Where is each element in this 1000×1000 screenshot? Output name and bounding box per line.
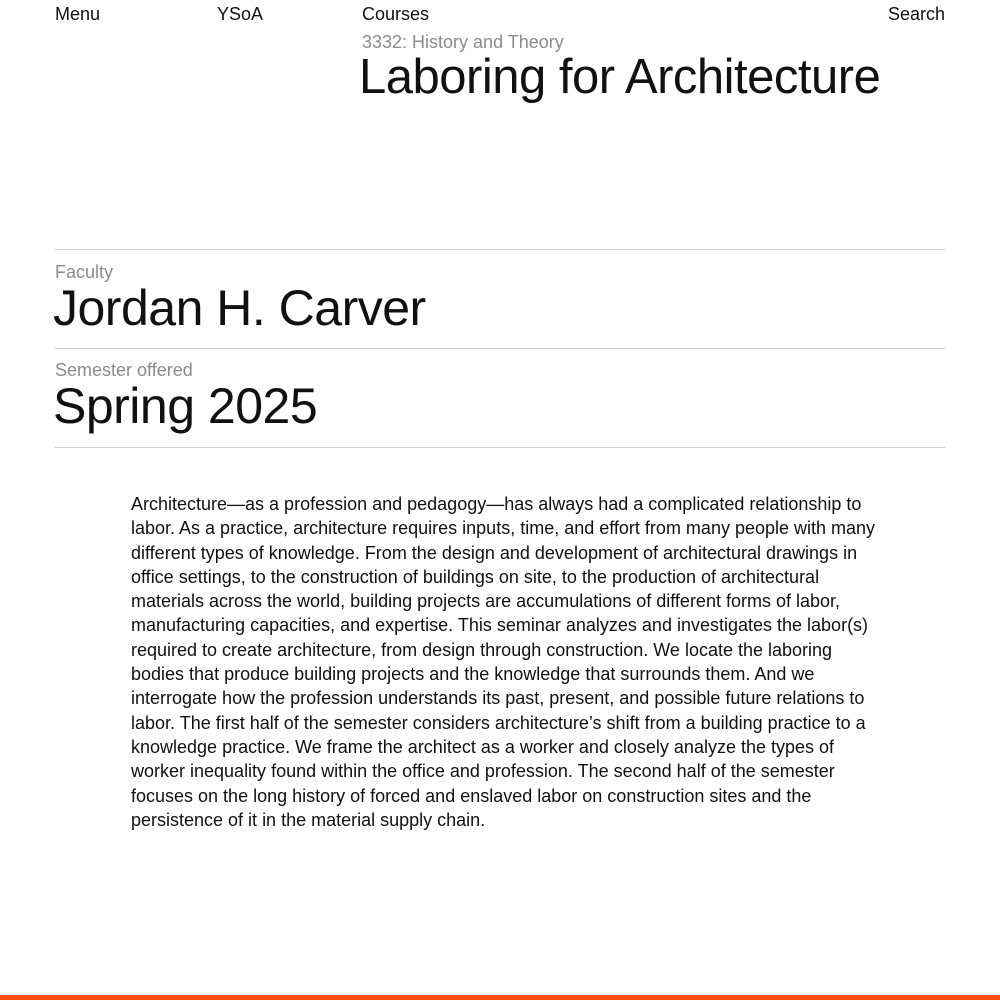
divider [55,348,945,349]
semester-value: Spring 2025 [53,378,318,434]
divider [55,447,945,448]
search-link[interactable]: Search [887,4,945,24]
course-code: 3332: History and Theory [362,32,564,52]
faculty-name: Jordan H. Carver [53,280,426,336]
accent-bottom-bar [0,995,1000,1000]
ysoa-home-link[interactable]: YSoA [217,4,264,24]
course-description: Architecture—as a profession and pedagogy—has always had a complicated relationship to labor. As a practice, architecture requires inputs, time, and effort from many people with many different types of knowledge. From the design and development of architectural drawings in office settings, to the construction of buildings on site, to the production of architectural materials across the world, building projects are accumulations of different forms of labor, manufacturing capacities, and expertise. This seminar analyzes and investigates the labor(s) required to create architecture, from design through construction. We locate the laboring bodies that produce building projects and the knowledge that surrounds them. And we interrogate how the profession understands its past, present, and possible future relations to labor. The first half of the semester considers architecture’s shift from a building practice to a knowledge practice. We frame the architect as a worker and closely analyze the types of worker inequality found within the office and profession. The second half of the semester focuses on the long history of forced and enslaved labor on construction sites and the persistence of it in the material supply chain. [131,494,876,830]
divider [55,249,945,250]
menu-link[interactable]: Menu [55,4,101,24]
faculty-label: Faculty [55,262,114,282]
semester-label: Semester offered [55,360,193,380]
courses-link[interactable]: Courses [362,4,430,24]
page-title: Laboring for Architecture [359,50,881,104]
